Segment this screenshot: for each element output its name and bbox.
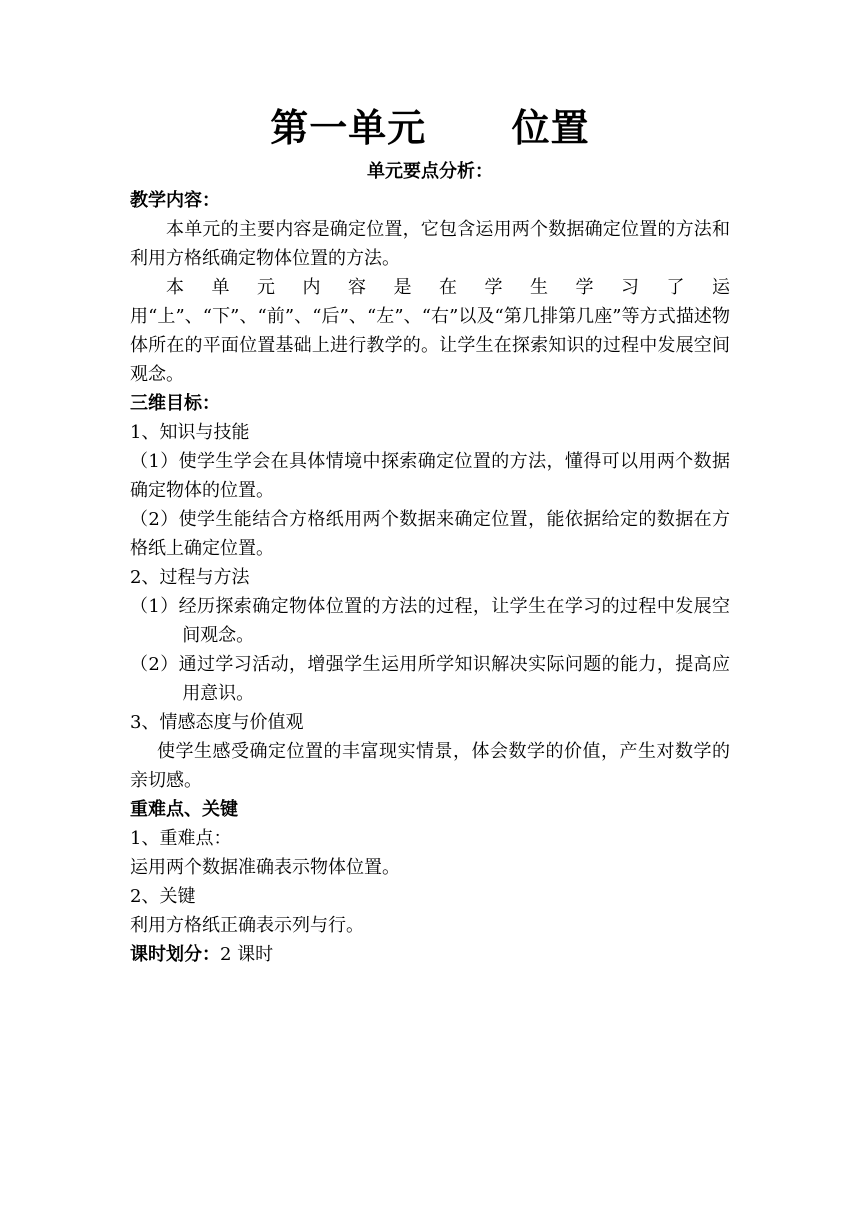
knowledge-skills-item: （1）使学生学会在具体情境中探索确定位置的方法，懂得可以用两个数据确定物体的位置。 bbox=[130, 451, 730, 501]
three-dimensional-goals-section bbox=[130, 389, 730, 795]
process-methods-item: （2）通过学习活动，增强学生运用所学知识解决实际问题的能力，提高应用意识。 bbox=[130, 654, 730, 704]
unit-title: 第一单元 位置 bbox=[270, 106, 590, 150]
emotion-values-text: 使学生感受确定位置的丰富现实情景，体会数学的价值，产生对数学的亲切感。 bbox=[130, 741, 730, 791]
document-page bbox=[130, 100, 730, 969]
lesson-schedule bbox=[130, 940, 730, 969]
difficulty-text: 运用两个数据准确表示物体位置。 bbox=[130, 857, 400, 878]
difficulty-label: 1、重难点： bbox=[130, 828, 232, 849]
teaching-content-section bbox=[130, 186, 730, 389]
process-methods-item: （1）经历探索确定物体位置的方法的过程，让学生在学习的过程中发展空间观念。 bbox=[130, 596, 730, 646]
key-points-heading: 重难点、关键 bbox=[130, 799, 238, 820]
key-label: 2、关键 bbox=[130, 886, 196, 907]
lesson-schedule-value: 2 课时 bbox=[220, 944, 274, 965]
knowledge-skills-label: 1、知识与技能 bbox=[130, 422, 250, 443]
knowledge-skills-item: （2）使学生能结合方格纸用两个数据来确定位置，能依据给定的数据在方格纸上确定位置。 bbox=[130, 509, 730, 559]
process-methods-label: 2、过程与方法 bbox=[130, 567, 250, 588]
lesson-schedule-label: 课时划分： bbox=[130, 944, 220, 965]
teaching-content-paragraph: 本单元内容是在学生学习了运用“上”、“下”、“前”、“后”、“左”、“右”以及“第几排第几座”等方式描述物体所在的平面位置基础上进行教学的。让学生在探索知识的过程中发展空间观念。 bbox=[130, 277, 730, 385]
teaching-content-paragraph: 本单元的主要内容是确定位置，它包含运用两个数据确定位置的方法和利用方格纸确定物体位置的方法。 bbox=[130, 219, 730, 269]
key-text: 利用方格纸正确表示列与行。 bbox=[130, 915, 364, 936]
unit-subtitle: 单元要点分析： bbox=[367, 161, 493, 182]
key-points-section bbox=[130, 795, 730, 940]
emotion-values-label: 3、情感态度与价值观 bbox=[130, 712, 304, 733]
teaching-content-heading: 教学内容： bbox=[130, 190, 220, 211]
goals-heading: 三维目标： bbox=[130, 393, 220, 414]
